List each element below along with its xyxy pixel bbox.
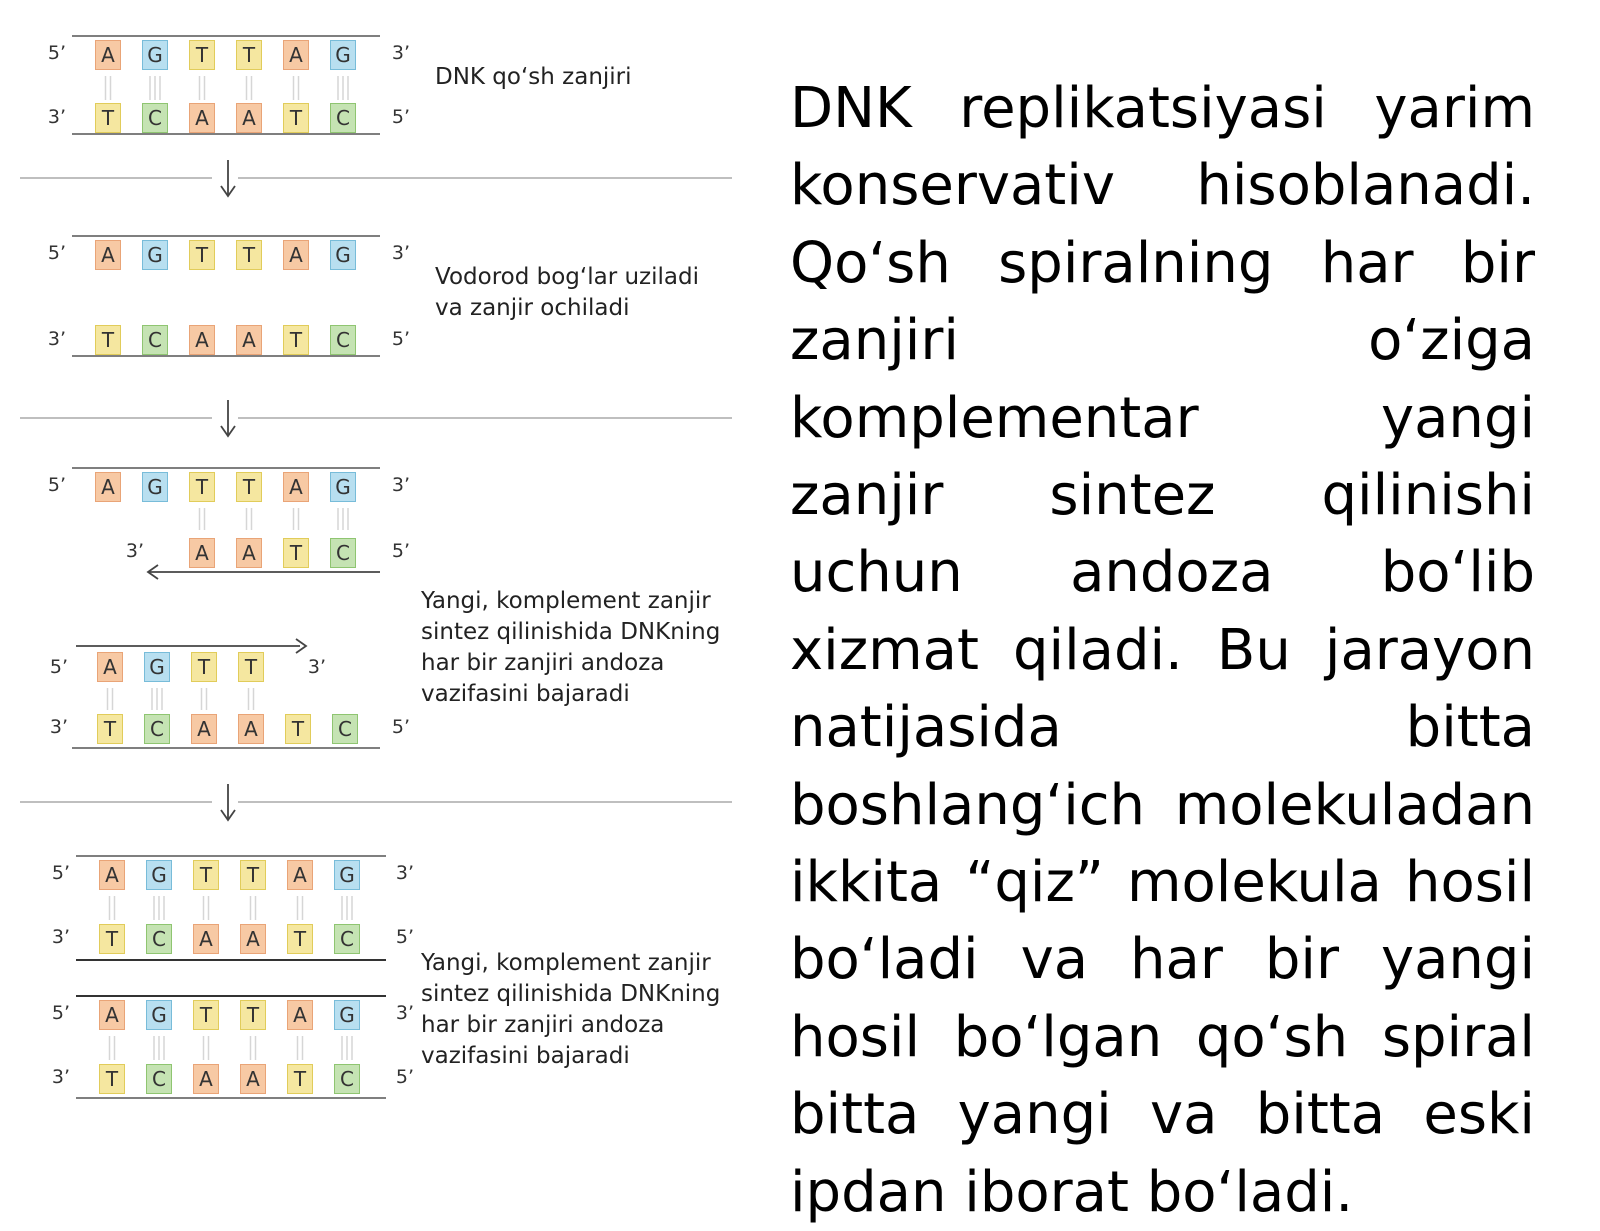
stage1-bottom-base: T: [95, 103, 121, 133]
stage4-mol1-5-end-bottom: 5’: [395, 926, 415, 948]
stage2-top-base: G: [142, 240, 168, 270]
stage4-mol2-bottom-base: T: [99, 1064, 125, 1094]
stage3-bottom-template-base: T: [285, 714, 311, 744]
stage4-mol2-5-end-bottom: 5’: [395, 1066, 415, 1088]
stage4-mol2-top-base: T: [193, 1000, 219, 1030]
stage2-bottom-3-end: 3’: [47, 328, 67, 350]
stage4-mol1-bottom-base: A: [240, 924, 266, 954]
stage2-bottom-base: A: [236, 325, 262, 355]
caption-double-strand: DNK qo‘sh zanjiri: [435, 64, 632, 90]
stage4-mol2-3-end: 3’: [395, 1002, 415, 1024]
stage2-bottom-base: T: [95, 325, 121, 355]
stage2-top-base: T: [189, 240, 215, 270]
stage2-top-base: A: [283, 240, 309, 270]
stage3-new-strand-a-base: T: [283, 538, 309, 568]
stage1-top-base: G: [142, 40, 168, 70]
stage4-mol1-top-base: G: [334, 860, 360, 890]
stage3-bottom-template-base: A: [238, 714, 264, 744]
stage3-new-strand-a-base: C: [330, 538, 356, 568]
stage4-mol1-3-end-bottom: 3’: [51, 926, 71, 948]
dna-replication-diagram: [0, 0, 760, 1200]
stage3-new-strand-b-base: T: [238, 652, 264, 682]
stage4-mol1-top-base: A: [287, 860, 313, 890]
stage3-bottom-template-base: C: [144, 714, 170, 744]
stage3-bottom-template-base: C: [332, 714, 358, 744]
stage4-mol1-bottom-base: T: [99, 924, 125, 954]
caption-synthesis: Yangi, komplement zanjir sintez qilinishida DNKning har bir zanjiri andoza vazifasini bajaradi: [421, 588, 721, 707]
stage3-new-a-5-end: 5’: [391, 540, 411, 562]
stage1-top-3-end: 3’: [391, 42, 411, 64]
stage1-top-base: A: [283, 40, 309, 70]
stage1-top-base: T: [236, 40, 262, 70]
stage4-mol1-bottom-base: C: [334, 924, 360, 954]
stage4-mol2-top-base: A: [287, 1000, 313, 1030]
stage3-new-strand-a-base: A: [189, 538, 215, 568]
stage3-top-template-base: G: [142, 472, 168, 502]
stage1-top-5-end: 5’: [47, 42, 67, 64]
caption-unwinding: Vodorod bog‘lar uziladi va zanjir ochiladi: [435, 264, 699, 321]
stage2-top-5-end: 5’: [47, 242, 67, 264]
stage2-bottom-5-end: 5’: [391, 328, 411, 350]
stage3-top-template-base: T: [236, 472, 262, 502]
stage1-top-base: G: [330, 40, 356, 70]
stage1-bottom-5-end: 5’: [391, 106, 411, 128]
stage1-bottom-base: A: [236, 103, 262, 133]
stage3-new-strand-b-base: A: [97, 652, 123, 682]
stage4-mol1-5-end: 5’: [51, 862, 71, 884]
stage4-mol1-bottom-base: A: [193, 924, 219, 954]
stage3-top-3-end: 3’: [391, 474, 411, 496]
stage1-bottom-base: A: [189, 103, 215, 133]
stage4-mol2-bottom-base: A: [193, 1064, 219, 1094]
stage3-new-strand-a-base: A: [236, 538, 262, 568]
stage4-mol2-top-base: A: [99, 1000, 125, 1030]
caption-result: Yangi, komplement zanjir sintez qilinishida DNKning har bir zanjiri andoza vazifasini bajaradi: [421, 950, 721, 1069]
stage3-new-a-3-end: 3’: [125, 540, 145, 562]
stage1-bottom-base: C: [330, 103, 356, 133]
stage4-mol1-top-base: G: [146, 860, 172, 890]
stage1-top-base: A: [95, 40, 121, 70]
stage2-bottom-base: A: [189, 325, 215, 355]
stage2-bottom-base: C: [142, 325, 168, 355]
stage4-mol2-bottom-base: C: [146, 1064, 172, 1094]
stage2-bottom-base: T: [283, 325, 309, 355]
stage2-bottom-base: C: [330, 325, 356, 355]
stage3-top-5-end: 5’: [47, 474, 67, 496]
stage3-new-strand-b-base: T: [191, 652, 217, 682]
stage4-mol1-top-base: A: [99, 860, 125, 890]
stage3-bottom-template-base: T: [97, 714, 123, 744]
stage3-bottom-template-base: A: [191, 714, 217, 744]
stage4-mol1-3-end: 3’: [395, 862, 415, 884]
stage4-mol1-bottom-base: T: [287, 924, 313, 954]
stage4-mol2-3-end-bottom: 3’: [51, 1066, 71, 1088]
stage3-top-template-base: A: [95, 472, 121, 502]
stage1-bottom-base: T: [283, 103, 309, 133]
stage4-mol1-top-base: T: [193, 860, 219, 890]
stage3-top-template-base: A: [283, 472, 309, 502]
stage4-mol2-bottom-base: C: [334, 1064, 360, 1094]
stage3-top-template-base: G: [330, 472, 356, 502]
stage4-mol2-5-end: 5’: [51, 1002, 71, 1024]
stage3-new-b-3-end: 3’: [307, 656, 327, 678]
stage1-bottom-3-end: 3’: [47, 106, 67, 128]
stage1-top-base: T: [189, 40, 215, 70]
stage2-top-base: G: [330, 240, 356, 270]
stage3-bottom-3-end: 3’: [49, 716, 69, 738]
stage2-top-3-end: 3’: [391, 242, 411, 264]
stage4-mol2-bottom-base: A: [240, 1064, 266, 1094]
stage3-new-strand-b-base: G: [144, 652, 170, 682]
stage1-bottom-base: C: [142, 103, 168, 133]
replication-description: DNK replikatsiyasi yarim konservativ hisoblanadi. Qo‘sh spiralning har bir zanjiri o‘ziga komplementar yangi zanjir sintez qilinishi uchun andoza bo‘lib xizmat qiladi. Bu jarayon natijasida bitta boshlang‘ich molekuladan ikkita “qiz” molekula hosil bo‘ladi va har bir yangi hosil bo‘lgan qo‘sh spiral bitta yangi va bitta eski ipdan iborat bo‘ladi.: [790, 76, 1535, 1225]
stage3-new-b-5-end: 5’: [49, 656, 69, 678]
stage4-mol2-top-base: G: [146, 1000, 172, 1030]
stage4-mol1-bottom-base: C: [146, 924, 172, 954]
stage4-mol2-top-base: T: [240, 1000, 266, 1030]
stage2-top-base: A: [95, 240, 121, 270]
stage4-mol2-bottom-base: T: [287, 1064, 313, 1094]
stage4-mol1-top-base: T: [240, 860, 266, 890]
stage2-top-base: T: [236, 240, 262, 270]
stage4-mol2-top-base: G: [334, 1000, 360, 1030]
stage3-bottom-5-end: 5’: [391, 716, 411, 738]
stage3-top-template-base: T: [189, 472, 215, 502]
